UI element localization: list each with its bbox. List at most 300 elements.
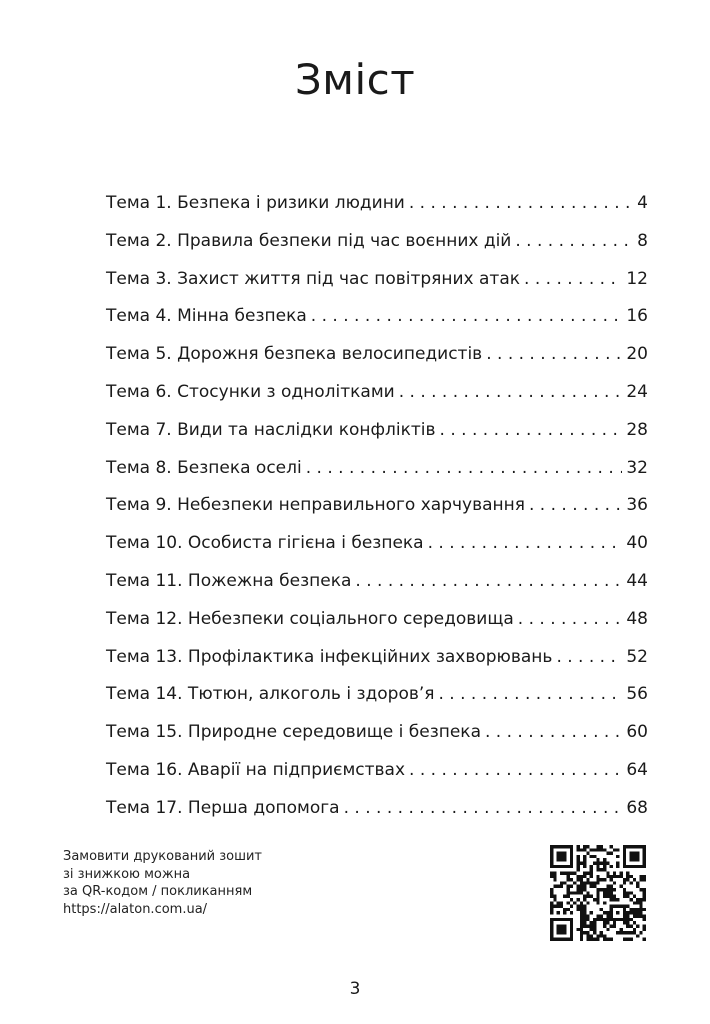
qr-module xyxy=(560,885,563,888)
toc-dot-leader xyxy=(355,563,622,601)
qr-module xyxy=(550,934,553,937)
qr-module xyxy=(593,921,596,924)
qr-module xyxy=(550,895,553,898)
qr-module xyxy=(583,931,586,934)
qr-module xyxy=(606,928,609,931)
qr-module xyxy=(550,875,553,878)
qr-module xyxy=(629,852,632,855)
toc-entry[interactable] xyxy=(106,487,648,525)
qr-module xyxy=(553,845,556,848)
qr-module xyxy=(600,878,603,881)
qr-module xyxy=(613,888,616,891)
qr-module xyxy=(590,865,593,868)
qr-module xyxy=(596,891,599,894)
qr-module xyxy=(570,855,573,858)
toc-entry[interactable] xyxy=(106,412,648,450)
qr-module xyxy=(550,855,553,858)
qr-module xyxy=(613,924,616,927)
qr-module xyxy=(580,878,583,881)
qr-module xyxy=(639,901,642,904)
qr-module xyxy=(570,878,573,881)
qr-module xyxy=(550,938,553,941)
qr-module xyxy=(567,871,570,874)
qr-module xyxy=(623,891,626,894)
qr-module xyxy=(610,878,613,881)
qr-module xyxy=(586,878,589,881)
order-note-link[interactable]: https://alaton.com.ua/ xyxy=(63,901,208,917)
toc-entry[interactable] xyxy=(106,752,648,790)
qr-module xyxy=(633,845,636,848)
qr-module xyxy=(626,875,629,878)
qr-module xyxy=(633,908,636,911)
qr-module xyxy=(626,891,629,894)
qr-module xyxy=(590,938,593,941)
qr-module xyxy=(560,852,563,855)
qr-module xyxy=(557,852,560,855)
qr-module xyxy=(590,924,593,927)
qr-module xyxy=(596,901,599,904)
qr-module xyxy=(643,852,646,855)
qr-module xyxy=(633,878,636,881)
qr-module xyxy=(550,852,553,855)
qr-module xyxy=(636,898,639,901)
qr-module xyxy=(639,911,642,914)
qr-module xyxy=(583,888,586,891)
qr-module xyxy=(600,915,603,918)
qr-module xyxy=(629,865,632,868)
qr-module xyxy=(586,931,589,934)
toc-entry[interactable] xyxy=(106,223,648,261)
qr-module xyxy=(639,905,642,908)
qr-module xyxy=(557,845,560,848)
qr-module xyxy=(636,901,639,904)
qr-module xyxy=(573,901,576,904)
qr-module xyxy=(629,891,632,894)
toc-entry[interactable] xyxy=(106,714,648,752)
qr-module xyxy=(590,895,593,898)
qr-module xyxy=(643,895,646,898)
qr-module xyxy=(606,888,609,891)
qr-module xyxy=(613,871,616,874)
qr-module xyxy=(623,895,626,898)
toc-entry[interactable] xyxy=(106,298,648,336)
toc-dot-leader xyxy=(515,223,632,261)
qr-module xyxy=(593,885,596,888)
qr-module xyxy=(560,931,563,934)
qr-module xyxy=(610,895,613,898)
qr-module xyxy=(600,888,603,891)
qr-module xyxy=(590,921,593,924)
qr-module xyxy=(610,938,613,941)
qr-module xyxy=(616,931,619,934)
toc-entry-title: Тема 8. Безпека оселі xyxy=(106,457,302,478)
qr-module xyxy=(623,852,626,855)
qr-module xyxy=(567,901,570,904)
qr-module xyxy=(553,895,556,898)
qr-module xyxy=(643,855,646,858)
qr-module xyxy=(550,931,553,934)
qr-module xyxy=(580,888,583,891)
qr-module xyxy=(557,885,560,888)
qr-module xyxy=(583,908,586,911)
toc-dot-leader xyxy=(409,185,632,223)
qr-module xyxy=(606,911,609,914)
toc-entry-page: 52 xyxy=(626,646,648,667)
qr-module xyxy=(636,924,639,927)
qr-module xyxy=(550,865,553,868)
qr-module xyxy=(643,875,646,878)
toc-entry-title: Тема 11. Пожежна безпека xyxy=(106,570,352,591)
qr-module xyxy=(610,915,613,918)
qr-module xyxy=(643,928,646,931)
qr-module xyxy=(586,915,589,918)
qr-module xyxy=(629,931,632,934)
qr-module xyxy=(557,918,560,921)
qr-module xyxy=(616,855,619,858)
qr-module xyxy=(570,862,573,865)
qr-module xyxy=(626,905,629,908)
qr-module xyxy=(603,911,606,914)
toc-entry[interactable] xyxy=(106,639,648,677)
toc-entry-title: Тема 3. Захист життя під час повітряних атак xyxy=(106,268,521,289)
qr-module xyxy=(616,905,619,908)
order-note-line-3: за QR-кодом / покликанням xyxy=(63,884,253,899)
qr-module xyxy=(570,928,573,931)
qr-module xyxy=(596,875,599,878)
qr-module xyxy=(623,862,626,865)
qr-module xyxy=(557,858,560,861)
qr-module xyxy=(629,924,632,927)
toc-entry-page: 64 xyxy=(626,759,648,780)
qr-module xyxy=(636,858,639,861)
qr-module xyxy=(633,852,636,855)
qr-module xyxy=(553,905,556,908)
qr-module xyxy=(639,915,642,918)
qr-module xyxy=(643,858,646,861)
qr-module xyxy=(583,881,586,884)
qr-module xyxy=(590,848,593,851)
qr-module xyxy=(576,868,579,871)
toc-entry-title: Тема 15. Природне середовище і безпека xyxy=(106,722,481,743)
qr-module xyxy=(586,871,589,874)
qr-module xyxy=(593,848,596,851)
toc-entry-title: Тема 13. Профілактика інфекційних захворювань xyxy=(106,646,553,667)
qr-module xyxy=(613,875,616,878)
toc-entry-page: 40 xyxy=(626,533,648,554)
qr-module xyxy=(576,908,579,911)
qr-module xyxy=(580,924,583,927)
qr-module xyxy=(557,865,560,868)
qr-module xyxy=(596,862,599,865)
qr-module xyxy=(623,881,626,884)
toc-dot-leader xyxy=(524,261,622,299)
qr-module xyxy=(610,891,613,894)
qr-module xyxy=(633,895,636,898)
qr-module xyxy=(560,901,563,904)
qr-module xyxy=(626,911,629,914)
qr-module xyxy=(596,865,599,868)
qr-module xyxy=(629,858,632,861)
qr-module xyxy=(593,918,596,921)
qr-module xyxy=(610,845,613,848)
qr-module xyxy=(629,881,632,884)
qr-module xyxy=(643,878,646,881)
qr-module xyxy=(583,871,586,874)
qr-module xyxy=(596,888,599,891)
qr-module xyxy=(603,848,606,851)
qr-module xyxy=(576,891,579,894)
qr-module xyxy=(610,918,613,921)
qr-module xyxy=(580,848,583,851)
toc-dot-leader xyxy=(428,525,623,563)
qr-module xyxy=(626,895,629,898)
qr-module xyxy=(610,924,613,927)
toc-entry-title: Тема 4. Мінна безпека xyxy=(106,306,307,327)
qr-module xyxy=(623,855,626,858)
qr-module xyxy=(550,845,553,848)
qr-module xyxy=(560,905,563,908)
qr-module xyxy=(560,845,563,848)
toc-entry[interactable] xyxy=(106,525,648,563)
order-note-line-1: Замовити друкований зошит xyxy=(63,849,263,864)
qr-module xyxy=(596,898,599,901)
qr-module xyxy=(626,915,629,918)
qr-module xyxy=(586,881,589,884)
qr-module xyxy=(580,885,583,888)
qr-module xyxy=(576,875,579,878)
qr-module xyxy=(583,915,586,918)
qr-module xyxy=(576,845,579,848)
qr-module xyxy=(570,898,573,901)
qr-module xyxy=(563,871,566,874)
qr-module xyxy=(639,898,642,901)
qr-module xyxy=(603,921,606,924)
qr-module xyxy=(560,865,563,868)
toc-entry-title: Тема 6. Стосунки з однолітками xyxy=(106,381,395,402)
toc-entry[interactable] xyxy=(106,261,648,299)
qr-module xyxy=(623,858,626,861)
qr-module xyxy=(563,895,566,898)
order-note xyxy=(63,848,323,918)
toc-entry-page: 36 xyxy=(626,495,648,516)
qr-module xyxy=(623,908,626,911)
qr-module xyxy=(636,934,639,937)
qr-module xyxy=(586,918,589,921)
qr-module xyxy=(576,878,579,881)
qr-module xyxy=(590,868,593,871)
qr-module xyxy=(563,881,566,884)
qr-module xyxy=(636,855,639,858)
qr-module xyxy=(563,918,566,921)
qr-module xyxy=(600,908,603,911)
qr-module xyxy=(560,928,563,931)
qr-module xyxy=(623,921,626,924)
qr-module xyxy=(593,855,596,858)
qr-module xyxy=(623,865,626,868)
qr-module xyxy=(613,881,616,884)
qr-module xyxy=(586,845,589,848)
qr-module xyxy=(613,918,616,921)
qr-module xyxy=(550,871,553,874)
qr-module xyxy=(606,871,609,874)
toc-entry-page: 12 xyxy=(626,268,648,289)
qr-module xyxy=(636,911,639,914)
qr-module xyxy=(620,875,623,878)
qr-module xyxy=(623,878,626,881)
qr-module xyxy=(639,908,642,911)
toc-entry[interactable] xyxy=(106,185,648,223)
qr-module xyxy=(567,845,570,848)
qr-module xyxy=(643,898,646,901)
qr-module xyxy=(636,845,639,848)
qr-module xyxy=(583,918,586,921)
qr-module xyxy=(629,911,632,914)
qr-module xyxy=(580,934,583,937)
qr-module xyxy=(603,888,606,891)
qr-module xyxy=(553,918,556,921)
qr-module xyxy=(603,934,606,937)
toc-dot-leader xyxy=(439,676,623,714)
toc-dot-leader xyxy=(518,601,623,639)
qr-module xyxy=(550,891,553,894)
qr-module xyxy=(623,938,626,941)
qr-module xyxy=(636,915,639,918)
qr-module xyxy=(550,911,553,914)
qr-module xyxy=(580,918,583,921)
toc-entry-page: 16 xyxy=(626,306,648,327)
qr-module xyxy=(573,881,576,884)
toc-entry[interactable] xyxy=(106,601,648,639)
qr-module xyxy=(600,934,603,937)
qr-module xyxy=(567,938,570,941)
qr-module xyxy=(639,845,642,848)
toc-entry[interactable] xyxy=(106,450,648,488)
toc-entry-page: 44 xyxy=(626,570,648,591)
qr-module xyxy=(623,931,626,934)
qr-module xyxy=(643,915,646,918)
qr-code-icon[interactable] xyxy=(550,845,646,941)
qr-module xyxy=(603,938,606,941)
qr-module xyxy=(633,901,636,904)
qr-module xyxy=(610,852,613,855)
qr-module xyxy=(596,881,599,884)
qr-module xyxy=(590,885,593,888)
qr-module xyxy=(623,905,626,908)
toc-entry[interactable] xyxy=(106,336,648,374)
qr-module xyxy=(576,888,579,891)
qr-module xyxy=(550,888,553,891)
toc-entry[interactable] xyxy=(106,676,648,714)
toc-entry-title: Тема 7. Види та наслідки конфліктів xyxy=(106,419,436,440)
toc-dot-leader xyxy=(311,298,623,336)
qr-module xyxy=(616,875,619,878)
qr-module xyxy=(560,858,563,861)
qr-module xyxy=(550,918,553,921)
toc-entry[interactable] xyxy=(106,563,648,601)
qr-module xyxy=(557,928,560,931)
toc-entry-page: 24 xyxy=(626,381,648,402)
qr-module xyxy=(626,871,629,874)
qr-module xyxy=(583,885,586,888)
toc-dot-leader xyxy=(344,790,623,828)
qr-module xyxy=(633,921,636,924)
qr-module xyxy=(580,908,583,911)
qr-module xyxy=(610,888,613,891)
qr-module xyxy=(616,911,619,914)
qr-module xyxy=(639,865,642,868)
qr-module xyxy=(600,845,603,848)
qr-module xyxy=(570,845,573,848)
qr-module xyxy=(583,855,586,858)
qr-module xyxy=(626,865,629,868)
qr-module xyxy=(557,931,560,934)
qr-module xyxy=(616,862,619,865)
qr-module xyxy=(557,855,560,858)
qr-module xyxy=(583,858,586,861)
toc-entry[interactable] xyxy=(106,374,648,412)
qr-module xyxy=(613,898,616,901)
qr-module xyxy=(616,898,619,901)
qr-module xyxy=(570,871,573,874)
qr-module xyxy=(636,852,639,855)
qr-module xyxy=(563,845,566,848)
qr-module xyxy=(623,918,626,921)
toc-entry-title: Тема 5. Дорожня безпека велосипедистів xyxy=(106,344,483,365)
qr-module xyxy=(623,888,626,891)
qr-module xyxy=(606,895,609,898)
qr-module xyxy=(590,928,593,931)
qr-module xyxy=(573,891,576,894)
toc-dot-leader xyxy=(399,374,623,412)
qr-module xyxy=(570,931,573,934)
toc-dot-leader xyxy=(306,450,623,488)
qr-module xyxy=(580,901,583,904)
qr-module xyxy=(570,865,573,868)
toc-entry-page: 28 xyxy=(626,419,648,440)
qr-module xyxy=(606,885,609,888)
qr-module xyxy=(570,858,573,861)
qr-module xyxy=(580,921,583,924)
qr-module xyxy=(606,862,609,865)
qr-module xyxy=(603,858,606,861)
qr-module xyxy=(596,915,599,918)
qr-module xyxy=(553,885,556,888)
qr-module xyxy=(596,868,599,871)
qr-module xyxy=(633,915,636,918)
toc-entry[interactable] xyxy=(106,790,648,828)
qr-module xyxy=(643,865,646,868)
qr-module xyxy=(639,878,642,881)
qr-module xyxy=(586,895,589,898)
qr-module xyxy=(629,845,632,848)
qr-module xyxy=(620,871,623,874)
qr-module xyxy=(580,875,583,878)
qr-module xyxy=(576,905,579,908)
qr-module xyxy=(553,898,556,901)
qr-module xyxy=(603,891,606,894)
qr-module xyxy=(567,875,570,878)
qr-module xyxy=(567,865,570,868)
qr-module xyxy=(633,855,636,858)
qr-module xyxy=(616,848,619,851)
qr-module xyxy=(613,848,616,851)
qr-module xyxy=(590,911,593,914)
qr-module xyxy=(553,938,556,941)
toc-entry-page: 20 xyxy=(626,344,648,365)
qr-module xyxy=(550,901,553,904)
qr-module xyxy=(553,865,556,868)
qr-module xyxy=(583,911,586,914)
